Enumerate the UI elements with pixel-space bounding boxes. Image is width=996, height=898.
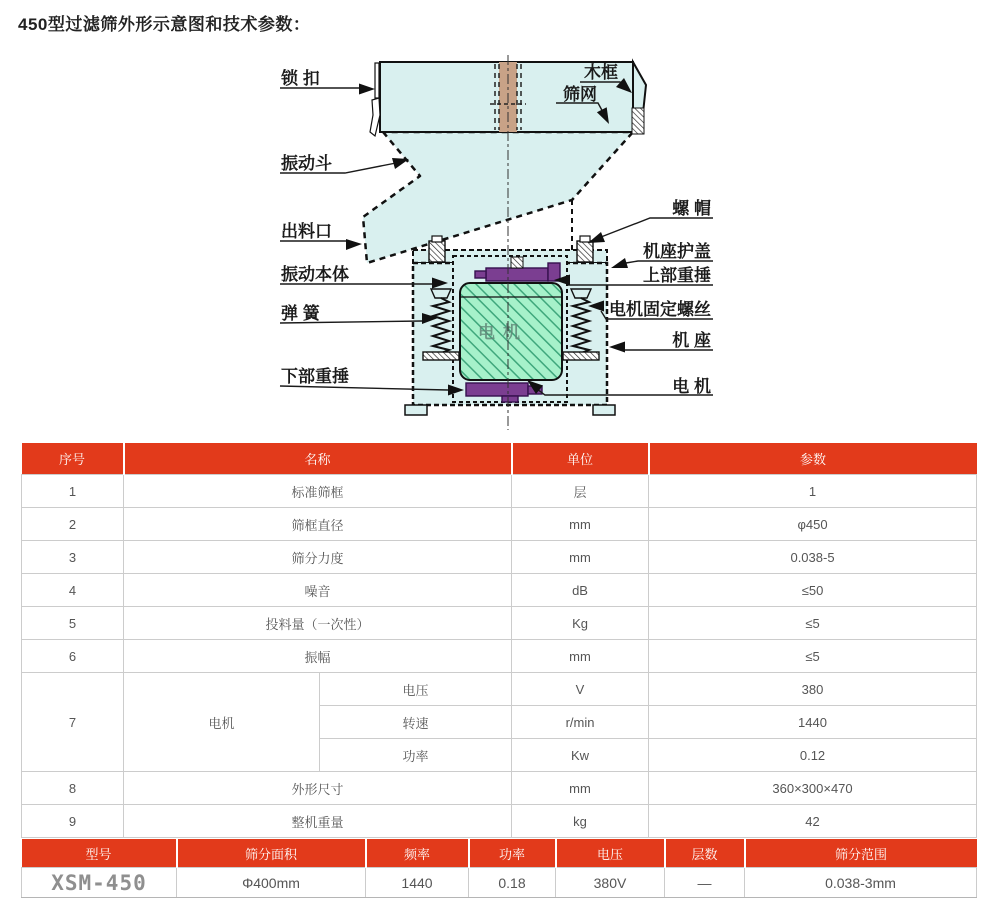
row-unit: mm: [512, 508, 649, 541]
header-range: 筛分范围: [745, 839, 977, 868]
lock-label: 锁 扣: [281, 69, 320, 88]
base-label: 机 座: [672, 331, 711, 350]
table-row: [22, 541, 977, 574]
motor-label: 电 机: [672, 377, 711, 396]
page-title: 450型过滤筛外形示意图和技术参数：: [18, 15, 311, 34]
header-frequency: 频率: [366, 839, 469, 868]
discharge-outlet-label: 出料口: [281, 222, 332, 241]
row-no: 1: [22, 475, 124, 508]
upper-weight-label: 上部重捶: [643, 266, 711, 285]
foot-right: [593, 405, 615, 415]
nut-right: [577, 236, 593, 262]
tables-section: [21, 443, 976, 898]
model-layers: —: [665, 868, 745, 898]
row-name: 电机: [124, 673, 320, 772]
row-value: 0.038-5: [649, 541, 977, 574]
header-no: 序号: [22, 443, 124, 475]
model-value-row: [22, 868, 977, 898]
header-screen-area: 筛分面积: [177, 839, 366, 868]
row-unit: r/min: [512, 706, 649, 739]
row-value: 42: [649, 805, 977, 838]
row-name: 噪音: [124, 574, 512, 607]
row-name: 筛框直径: [124, 508, 512, 541]
row-unit: V: [512, 673, 649, 706]
model-voltage: 380V: [556, 868, 665, 898]
row-value: ≤50: [649, 574, 977, 607]
lower-weight-label: 下部重捶: [281, 367, 349, 386]
row-value: 380: [649, 673, 977, 706]
header-unit: 单位: [512, 443, 649, 475]
row-value: φ450: [649, 508, 977, 541]
header-value: 参数: [649, 443, 977, 475]
row-no: 4: [22, 574, 124, 607]
model-header-row: [22, 839, 977, 868]
motor-sub-label: 功率: [320, 739, 512, 772]
motor-block-label: 电机: [478, 323, 528, 342]
row-no: 5: [22, 607, 124, 640]
row-unit: mm: [512, 640, 649, 673]
model-name: XSM-450: [22, 868, 177, 898]
table-row: [22, 475, 977, 508]
machine-diagram: [0, 0, 996, 440]
row-no: 3: [22, 541, 124, 574]
row-name: 外形尺寸: [124, 772, 512, 805]
row-name: 振幅: [124, 640, 512, 673]
spec-table: [21, 443, 977, 838]
row-name: 整机重量: [124, 805, 512, 838]
motor-sub-label: 转速: [320, 706, 512, 739]
table-row: [22, 805, 977, 838]
row-name: 投料量（一次性）: [124, 607, 512, 640]
row-value: 1: [649, 475, 977, 508]
row-unit: Kw: [512, 739, 649, 772]
header-power: 功率: [469, 839, 556, 868]
row-name: 标准筛框: [124, 475, 512, 508]
vibration-hopper-label: 振动斗: [281, 154, 332, 173]
upper-weight-bolt: [511, 257, 523, 268]
row-no: 6: [22, 640, 124, 673]
table-row: [22, 772, 977, 805]
table-row: [22, 640, 977, 673]
row-value: 360×300×470: [649, 772, 977, 805]
header-name: 名称: [124, 443, 512, 475]
row-unit: Kg: [512, 607, 649, 640]
wood-frame-label: 木框: [584, 63, 618, 82]
row-unit: kg: [512, 805, 649, 838]
spring-plate-right: [563, 352, 599, 360]
header-voltage: 电压: [556, 839, 665, 868]
motor-screw-label: 电机固定螺丝: [609, 300, 711, 319]
motor-sub-label: 电压: [320, 673, 512, 706]
row-unit: mm: [512, 541, 649, 574]
table-row: [22, 508, 977, 541]
row-no: 7: [22, 673, 124, 772]
sieve-mesh-label: 筛网: [563, 85, 597, 104]
spring-label: 弹 簧: [281, 304, 320, 323]
model-screen-area: Φ400mm: [177, 868, 366, 898]
vibration-body-label: 振动本体: [281, 265, 349, 284]
row-no: 9: [22, 805, 124, 838]
row-unit: dB: [512, 574, 649, 607]
base-cover-label: 机座护盖: [643, 242, 711, 261]
row-name: 筛分力度: [124, 541, 512, 574]
table-row: [22, 607, 977, 640]
row-no: 2: [22, 508, 124, 541]
nut-label: 螺 帽: [672, 199, 711, 218]
model-range: 0.038-3mm: [745, 868, 977, 898]
foot-left: [405, 405, 427, 415]
row-no: 8: [22, 772, 124, 805]
row-value: 1440: [649, 706, 977, 739]
motor-row: [22, 673, 977, 706]
row-unit: mm: [512, 772, 649, 805]
table-row: [22, 574, 977, 607]
spring-plate-left: [423, 352, 459, 360]
row-value: 0.12: [649, 739, 977, 772]
header-model: 型号: [22, 839, 177, 868]
row-value: ≤5: [649, 640, 977, 673]
header-layers: 层数: [665, 839, 745, 868]
row-value: ≤5: [649, 607, 977, 640]
row-unit: 层: [512, 475, 649, 508]
spec-header-row: [22, 443, 977, 475]
model-power: 0.18: [469, 868, 556, 898]
lock-latch: [370, 63, 380, 136]
model-frequency: 1440: [366, 868, 469, 898]
model-table: [21, 839, 977, 898]
sieve-mesh-section: [632, 108, 644, 134]
